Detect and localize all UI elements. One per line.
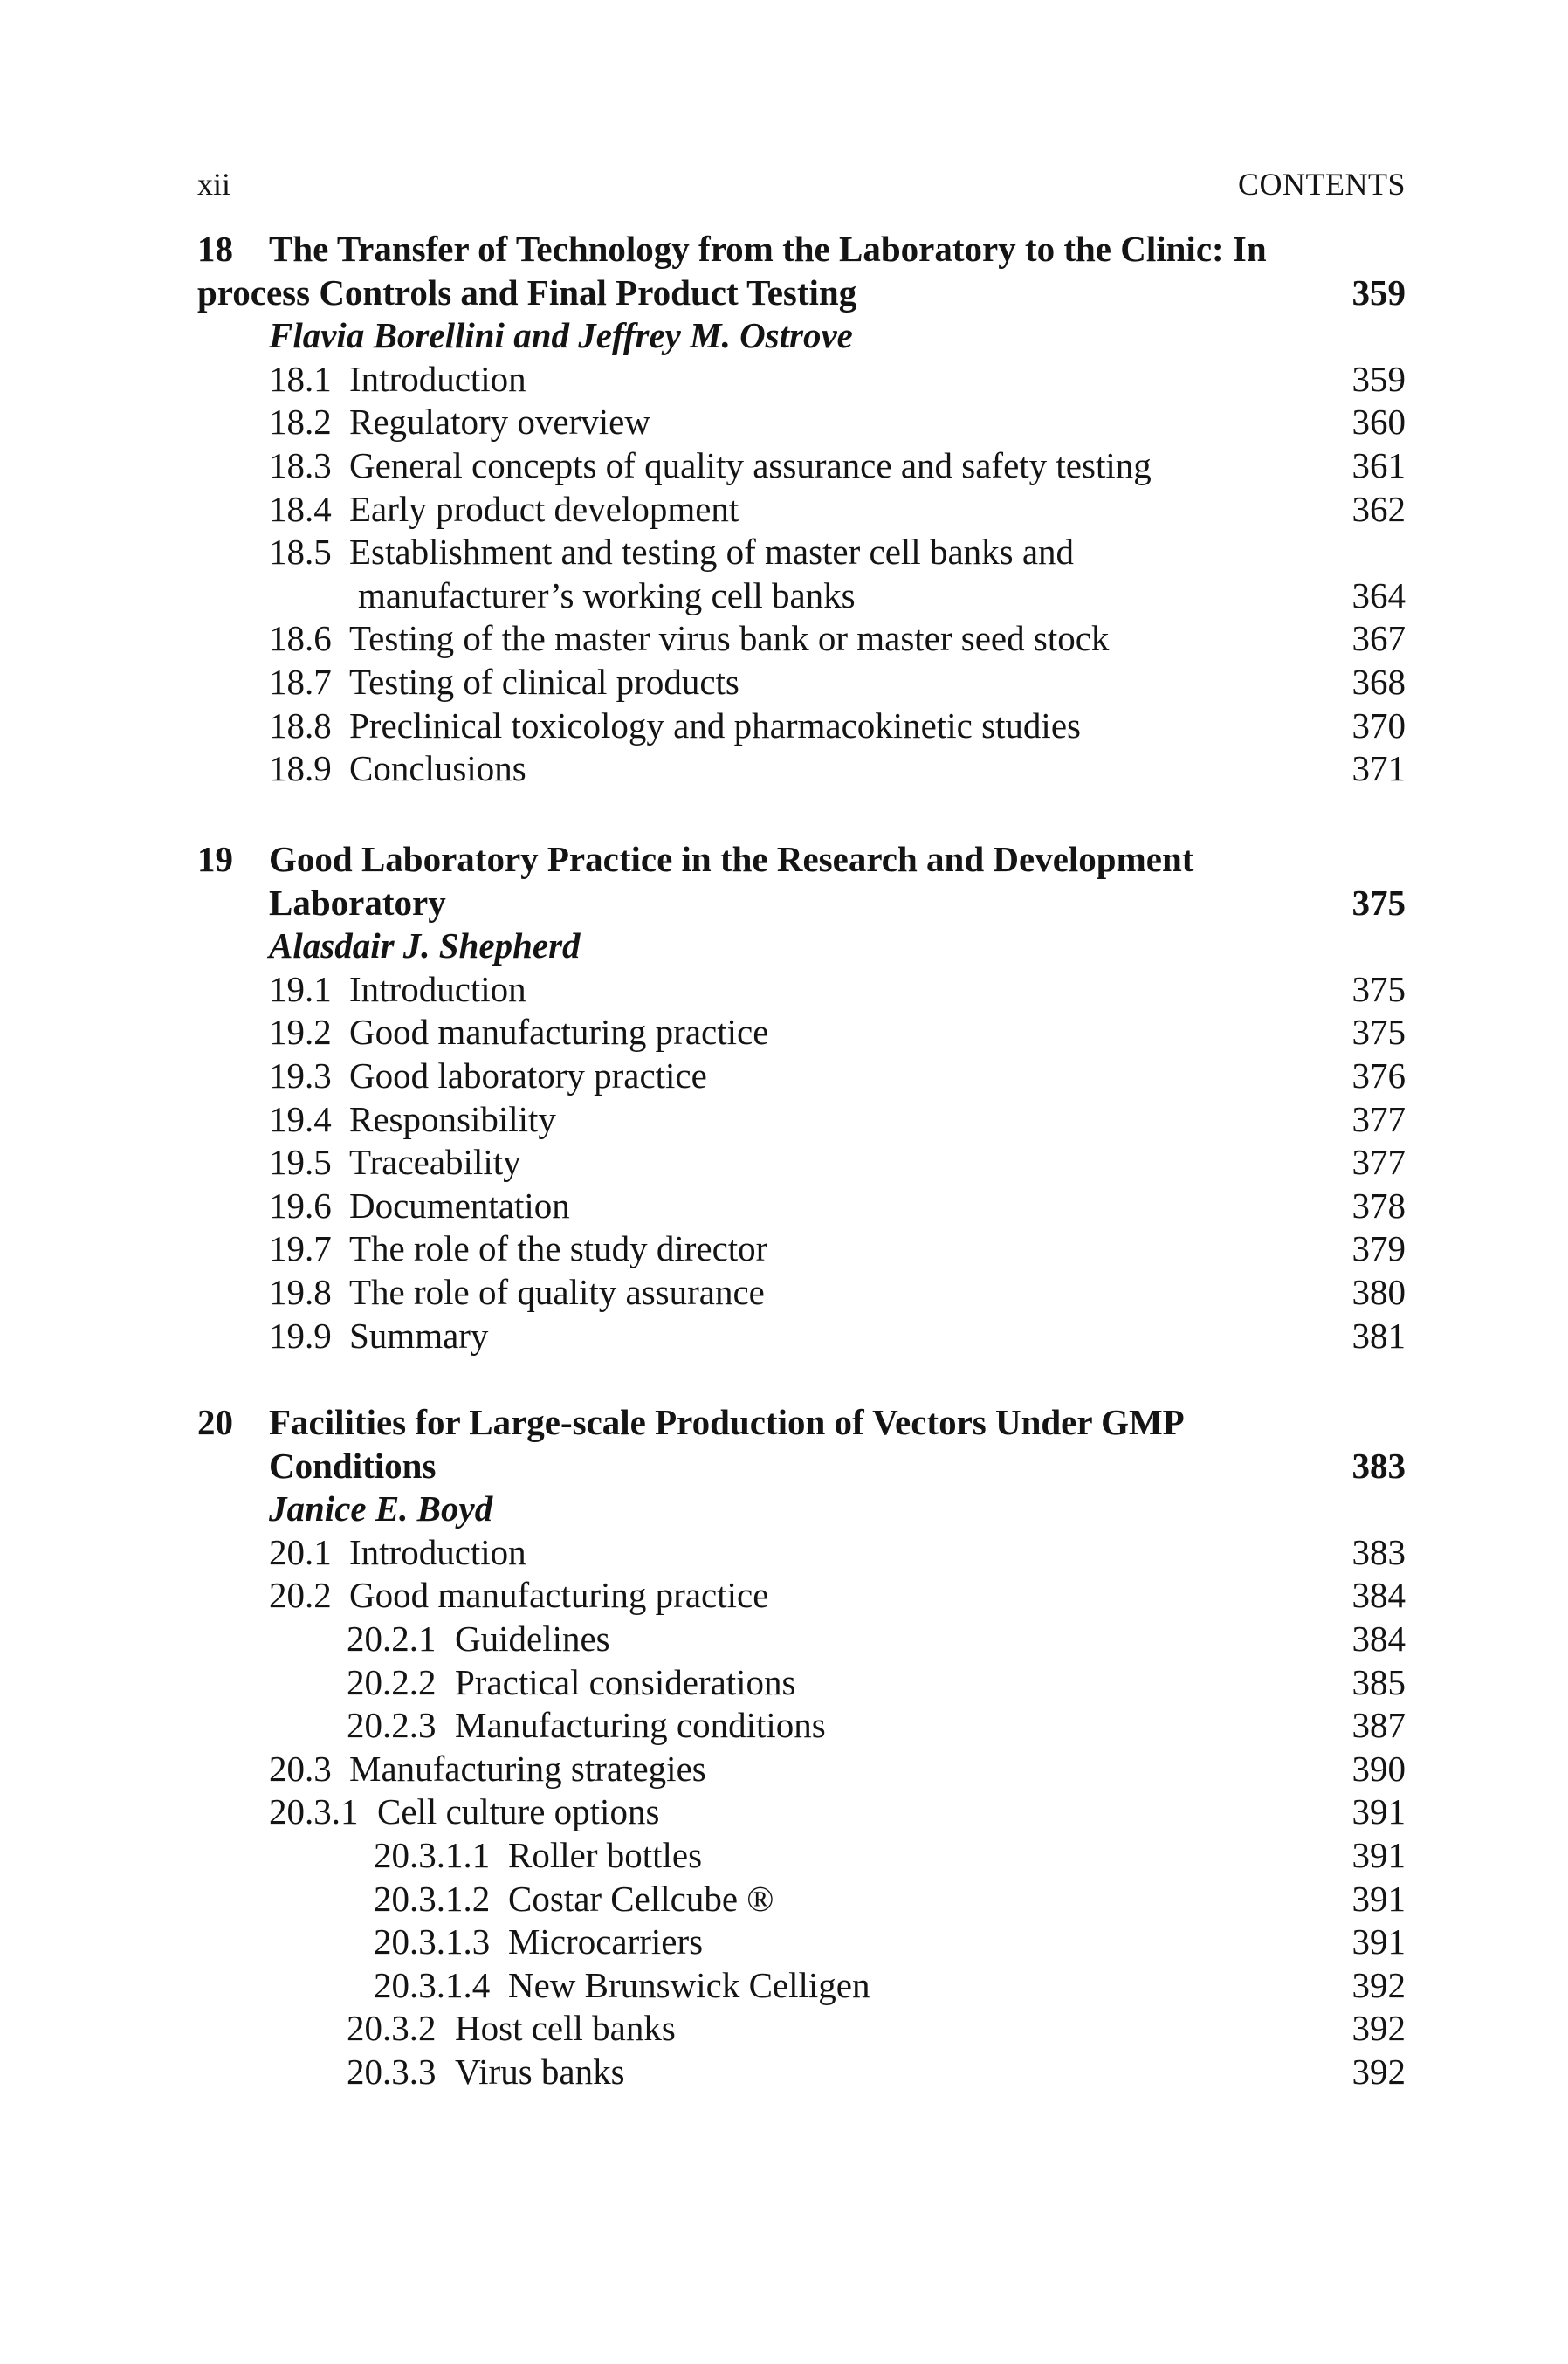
section-title: Summary: [349, 1315, 489, 1356]
toc-entry[interactable]: [197, 531, 1406, 574]
toc-entry[interactable]: [197, 1574, 1406, 1618]
section-title: Microcarriers: [508, 1921, 704, 1962]
section-number: 19.4: [269, 1098, 332, 1139]
section-title: Guidelines: [455, 1618, 610, 1659]
chapter-number: 19: [197, 839, 233, 879]
section-page: 362: [1351, 488, 1406, 529]
section-page: 383: [1351, 1531, 1406, 1572]
toc-subentry[interactable]: [197, 1661, 1406, 1705]
section-page: 384: [1351, 1575, 1406, 1616]
chapter-title: Facilities for Large-scale Production of Vectors Under GMP: [269, 1402, 1185, 1442]
section-number: 19.1: [269, 968, 332, 1009]
section-page: 361: [1351, 444, 1406, 485]
section-number: 20.3.1.1: [374, 1834, 491, 1875]
chapter-page: 375: [1351, 882, 1406, 923]
section-number: 20.3.1.2: [374, 1878, 491, 1919]
toc-entry[interactable]: [197, 1315, 1406, 1358]
section-number: 20.2.3: [347, 1705, 437, 1746]
section-title: The role of quality assurance: [349, 1271, 765, 1312]
section-page: 359: [1351, 358, 1406, 399]
authors: Flavia Borellini and Jeffrey M. Ostrove: [269, 315, 853, 356]
section-number: 19.8: [269, 1271, 332, 1312]
toc-subsubentry[interactable]: [197, 1878, 1406, 1921]
section-number: 20.3: [269, 1748, 332, 1789]
section-title: Manufacturing strategies: [349, 1748, 706, 1789]
section-number: 20.3.3: [347, 2051, 437, 2092]
section-title: Testing of the master virus bank or master seed stock: [349, 618, 1110, 659]
chapter-authors: [197, 924, 1406, 968]
section-title: Manufacturing conditions: [455, 1705, 826, 1746]
authors: Alasdair J. Shepherd: [269, 925, 581, 966]
section-page: 384: [1351, 1618, 1406, 1659]
toc-subentry[interactable]: [197, 1704, 1406, 1748]
section-number: 20.3.2: [347, 2008, 437, 2049]
section-number: 18.4: [269, 488, 332, 529]
section-number: 18.5: [269, 532, 332, 573]
section-number: 18.6: [269, 618, 332, 659]
chapter-number: 20: [197, 1402, 233, 1442]
section-page: 370: [1351, 704, 1406, 746]
section-number: 20.3.1.4: [374, 1964, 491, 2005]
toc-subsubentry[interactable]: [197, 1964, 1406, 2008]
toc-entry[interactable]: [197, 617, 1406, 661]
section-page: 364: [1351, 574, 1406, 615]
chapter-page: 383: [1351, 1445, 1406, 1486]
section-number: 18.2: [269, 402, 332, 443]
section-title: Early product development: [349, 488, 739, 529]
chapter-title-cont: process Controls and Final Product Testing: [197, 271, 857, 313]
chapter-19: [197, 838, 1406, 1357]
toc-entry[interactable]: [197, 488, 1406, 532]
section-number: 19.9: [269, 1315, 332, 1356]
section-title: Responsibility: [349, 1098, 556, 1139]
section-page: 377: [1351, 1142, 1406, 1183]
toc-entry[interactable]: [197, 1227, 1406, 1271]
chapter-authors: [197, 1488, 1406, 1531]
section-title: General concepts of quality assurance and safety testing: [349, 444, 1152, 485]
section-title: The role of the study director: [349, 1228, 768, 1269]
toc-entry[interactable]: [197, 1011, 1406, 1055]
section-number: 19.5: [269, 1142, 332, 1183]
chapter-heading-cont[interactable]: [197, 882, 1406, 925]
chapter-authors: [197, 314, 1406, 358]
section-title: Host cell banks: [455, 2008, 676, 2049]
running-title: CONTENTS: [1238, 167, 1406, 202]
section-page: 379: [1351, 1228, 1406, 1269]
section-page: 360: [1351, 402, 1406, 443]
section-page: 377: [1351, 1098, 1406, 1139]
toc-entry[interactable]: [197, 444, 1406, 488]
toc-subentry[interactable]: [197, 2051, 1406, 2094]
section-page: 387: [1351, 1705, 1406, 1746]
chapter-heading-cont[interactable]: [197, 1445, 1406, 1488]
section-title: Establishment and testing of master cell banks and: [349, 532, 1075, 573]
chapter-heading[interactable]: [197, 1401, 1406, 1445]
section-title: Introduction: [349, 968, 526, 1009]
section-title: Good manufacturing practice: [349, 1012, 769, 1053]
section-title: Preclinical toxicology and pharmacokinetic studies: [349, 704, 1081, 746]
section-title: Traceability: [349, 1142, 521, 1183]
section-title: Good laboratory practice: [349, 1055, 707, 1096]
section-page: 392: [1351, 2008, 1406, 2049]
section-page: 371: [1351, 748, 1406, 789]
authors: Janice E. Boyd: [269, 1488, 493, 1529]
section-number: 20.2.1: [347, 1618, 437, 1659]
section-number: 20.2.2: [347, 1661, 437, 1702]
toc-entry[interactable]: [197, 1098, 1406, 1142]
toc-subentry[interactable]: [197, 1618, 1406, 1661]
section-title: New Brunswick Celligen: [508, 1964, 870, 2005]
section-page: 392: [1351, 2051, 1406, 2092]
toc-entry-cont[interactable]: [197, 574, 1406, 618]
section-number: 18.7: [269, 661, 332, 702]
toc-entry[interactable]: [197, 1185, 1406, 1228]
chapter-number: 18: [197, 229, 233, 269]
section-title: Testing of clinical products: [349, 661, 739, 702]
section-number: 18.9: [269, 748, 332, 789]
section-title: Regulatory overview: [349, 402, 650, 443]
section-page: 367: [1351, 618, 1406, 659]
chapter-title-cont: Laboratory: [269, 882, 446, 923]
toc-subentry[interactable]: [197, 2007, 1406, 2051]
section-title: Introduction: [349, 358, 526, 399]
toc-entry[interactable]: [197, 747, 1406, 791]
chapter-20: [197, 1401, 1406, 2094]
chapter-title: Good Laboratory Practice in the Research and Development: [269, 839, 1194, 879]
section-page: 391: [1351, 1791, 1406, 1832]
section-page: 375: [1351, 968, 1406, 1009]
section-page: 391: [1351, 1921, 1406, 1962]
section-page: 381: [1351, 1315, 1406, 1356]
section-page: 375: [1351, 1012, 1406, 1053]
chapter-title: The Transfer of Technology from the Laboratory to the Clinic: In: [269, 229, 1267, 269]
section-page: 392: [1351, 1964, 1406, 2005]
toc-subsubentry[interactable]: [197, 1834, 1406, 1878]
section-page: 378: [1351, 1185, 1406, 1226]
section-number: 19.2: [269, 1012, 332, 1053]
chapter-title-cont: Conditions: [269, 1445, 437, 1486]
toc-subsubentry[interactable]: [197, 1921, 1406, 1964]
toc-entry[interactable]: [197, 968, 1406, 1012]
toc-entry[interactable]: [197, 1790, 1406, 1834]
section-number: 20.3.1.3: [374, 1921, 491, 1962]
chapter-heading[interactable]: [197, 228, 1406, 271]
toc-entry[interactable]: [197, 661, 1406, 704]
toc-entry[interactable]: [197, 1141, 1406, 1185]
toc-entry[interactable]: [197, 1531, 1406, 1575]
section-number: 19.7: [269, 1228, 332, 1269]
section-page: 376: [1351, 1055, 1406, 1096]
section-page: 390: [1351, 1748, 1406, 1789]
toc-entry[interactable]: [197, 1055, 1406, 1098]
section-page: 385: [1351, 1661, 1406, 1702]
section-page: 380: [1351, 1271, 1406, 1312]
chapter-page: 359: [1351, 271, 1406, 313]
section-title: Cell culture options: [377, 1791, 660, 1832]
section-number: 18.3: [269, 444, 332, 485]
section-number: 18.8: [269, 704, 332, 746]
section-number: 19.6: [269, 1185, 332, 1226]
section-title: Introduction: [349, 1531, 526, 1572]
chapter-heading-cont[interactable]: [197, 271, 1406, 315]
section-title: Conclusions: [349, 748, 526, 789]
toc-entry[interactable]: [197, 358, 1406, 402]
section-number: 18.1: [269, 358, 332, 399]
toc-entry[interactable]: [197, 1271, 1406, 1315]
section-number: 20.1: [269, 1531, 332, 1572]
section-title: Good manufacturing practice: [349, 1575, 769, 1616]
chapter-heading[interactable]: [197, 838, 1406, 882]
chapter-18: [197, 228, 1406, 791]
section-number: 19.3: [269, 1055, 332, 1096]
section-page: 391: [1351, 1834, 1406, 1875]
section-title: Documentation: [349, 1185, 570, 1226]
section-number: 20.3.1: [269, 1791, 359, 1832]
toc-entry[interactable]: [197, 704, 1406, 748]
page-number: xii: [197, 167, 231, 202]
section-number: 20.2: [269, 1575, 332, 1616]
section-title: Roller bottles: [508, 1834, 703, 1875]
section-title: Practical considerations: [455, 1661, 796, 1702]
section-title: Costar Cellcube ®: [508, 1878, 774, 1919]
toc-entry[interactable]: [197, 1748, 1406, 1791]
section-title: Virus banks: [455, 2051, 625, 2092]
toc-entry[interactable]: [197, 401, 1406, 444]
section-page: 368: [1351, 661, 1406, 702]
section-title-cont: manufacturer’s working cell banks: [358, 574, 856, 615]
section-page: 391: [1351, 1878, 1406, 1919]
